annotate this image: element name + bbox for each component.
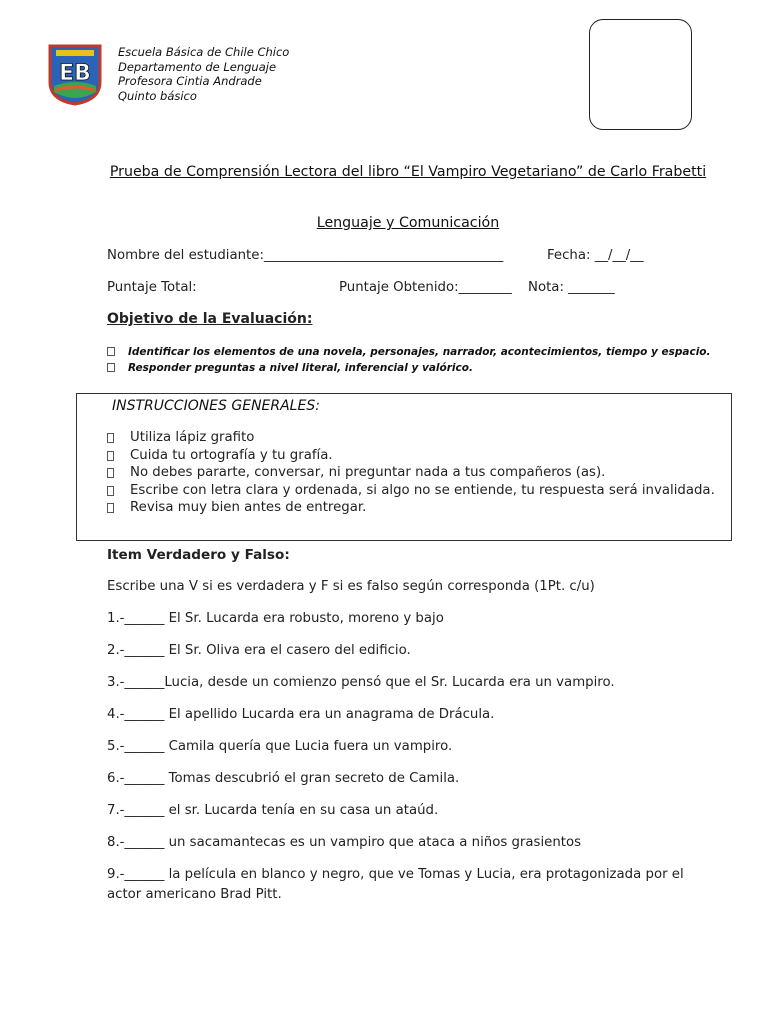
objective-item	[107, 346, 711, 358]
section-heading: Item Verdadero y Falso:	[107, 547, 290, 563]
question-item[interactable]: 1.-______ El Sr. Lucarda era robusto, moreno y bajo	[107, 611, 444, 626]
total-score-label: Puntaje Total:	[107, 280, 197, 295]
grade-field[interactable]: Nota: _______	[528, 280, 615, 295]
question-item[interactable]: 4.-______ El apellido Lucarda era un anagrama de Drácula.	[107, 707, 495, 722]
instruction-item: Escribe con letra clara y ordenada, si algo no se entiende, tu respuesta será invalidada.	[107, 482, 721, 500]
question-item[interactable]: 2.-______ El Sr. Oliva era el casero del edificio.	[107, 643, 411, 658]
question-item[interactable]: 7.-______ el sr. Lucarda tenía en su casa un ataúd.	[107, 803, 439, 818]
instructions-title: INSTRUCCIONES GENERALES:	[112, 398, 320, 414]
department: Departamento de Lenguaje	[118, 59, 277, 74]
objective-text: Identificar los elementos de una novela, personajes, narrador, acontecimientos, tiempo y espacio.	[128, 346, 711, 358]
instruction-item: Cuida tu ortografía y tu grafía.	[107, 447, 721, 465]
instruction-item: Utiliza lápiz grafito	[107, 429, 721, 447]
objective-item	[107, 362, 473, 374]
objective-heading: Objetivo de la Evaluación:	[107, 311, 313, 327]
question-item[interactable]: 9.-______ la película en blanco y negro, que ve Tomas y Lucia, era protagonizada por el actor americano Brad Pitt.	[107, 867, 684, 902]
date-field[interactable]: Fecha: __/__/__	[547, 248, 644, 263]
teacher: Profesora Cintia Andrade	[118, 74, 262, 88]
bullet-icon	[107, 363, 115, 372]
school-logo	[46, 42, 104, 106]
instruction-item: No debes pararte, conversar, ni preguntar nada a tus compañeros (as).	[107, 464, 721, 482]
question-item[interactable]: 6.-______ Tomas descubrió el gran secreto de Camila.	[107, 771, 460, 786]
photo-box	[589, 19, 692, 130]
test-title: Prueba de Comprensión Lectora del libro “El Vampiro Vegetariano” de Carlo Frabetti	[109, 164, 707, 180]
instruction-item: Revisa muy bien antes de entregar.	[107, 499, 721, 517]
school-name: Escuela Básica de Chile Chico	[118, 45, 290, 59]
question-item[interactable]: 3.-______Lucia, desde un comienzo pensó que el Sr. Lucarda era un vampiro.	[107, 675, 615, 690]
instructions-list	[107, 429, 721, 517]
school-header	[118, 45, 289, 103]
student-name-field[interactable]: Nombre del estudiante:____________________________________	[107, 248, 504, 263]
question-item[interactable]: 8.-______ un sacamantecas es un vampiro que ataca a niños grasientos	[107, 835, 582, 850]
obtained-score-field[interactable]: Puntaje Obtenido:________	[339, 280, 512, 295]
logo-letters: EB	[59, 61, 91, 86]
subject-title: Lenguaje y Comunicación	[316, 215, 500, 231]
question-item[interactable]: 5.-______ Camila quería que Lucia fuera un vampiro.	[107, 739, 453, 754]
objective-text: Responder preguntas a nivel literal, inferencial y valórico.	[128, 362, 473, 374]
bullet-icon	[107, 347, 115, 356]
section-instruction: Escribe una V si es verdadera y F si es falso según corresponda (1Pt. c/u)	[107, 579, 595, 594]
grade-level: Quinto básico	[118, 88, 197, 103]
